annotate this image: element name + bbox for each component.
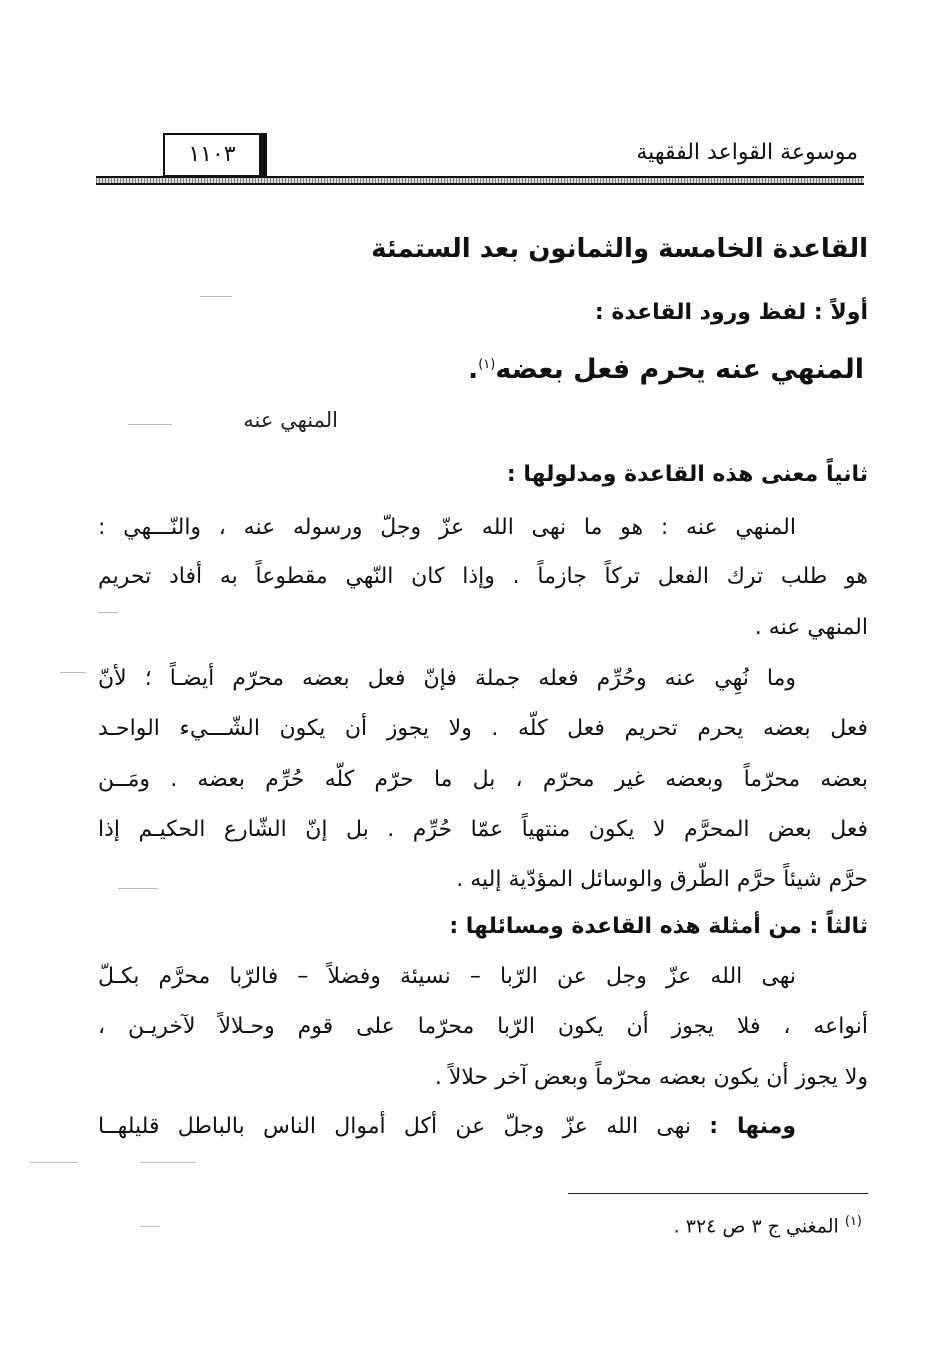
running-header-title: موسوعة القواعد الفقهية xyxy=(636,140,858,165)
scan-speck xyxy=(140,1226,160,1227)
rule-end: . xyxy=(467,354,479,385)
scan-speck xyxy=(60,672,86,673)
part2-line-3: المنهي عنه . xyxy=(754,615,868,640)
scan-speck xyxy=(98,612,118,613)
part2-line-6: بعضه محرّماً وبعضه غير محرّم ، بل ما حرّم كلّه حُرِّم بعضه . ومَــن xyxy=(98,767,868,792)
footnote-ref: (١) xyxy=(478,357,496,372)
header-divider xyxy=(96,176,864,185)
scan-speck xyxy=(140,1162,196,1163)
part2-line-2: هو طلب ترك الفعل تركاً جازماً . وإذا كان النّهي مقطوعاً به أفاد تحريم xyxy=(98,564,868,589)
scan-speck xyxy=(30,1162,78,1163)
handwritten-note: المنهي عنه xyxy=(243,408,338,432)
part3-line-2: أنواعه ، فلا يجوز أن يكون الرّبا محرّما على قوم وحـلالاً لآخريـن ، xyxy=(98,1014,868,1039)
part3-heading: ثالثاً : من أمثلة هذه القاعدة ومسائلها : xyxy=(449,914,868,939)
scan-speck xyxy=(128,424,172,425)
footnote xyxy=(674,1214,862,1237)
part2-line-4: وما نُهِي عنه وحُرِّم فعله جملة فإنّ فعل بعضه محرّم أيضـاً ؛ لأنّ xyxy=(98,666,796,691)
part2-line-7: فعل بعض المحرَّم لا يكون منتهياً عمّا حُرِّم . بل إنّ الشّارع الحكيـم إذا xyxy=(98,817,868,842)
part2-line-1: المنهي عنه : هو ما نهى الله عزّ وجلّ ورسوله عنه ، والنّـــهي : xyxy=(98,515,796,540)
part2-line-8: حرَّم شيئاً حرَّم الطّرق والوسائل المؤدّية إليه . xyxy=(456,867,868,892)
example-lead: ومنها : xyxy=(709,1114,796,1139)
part2-heading: ثانياً معنى هذه القاعدة ومدلولها : xyxy=(506,462,868,487)
section-title: القاعدة الخامسة والثمانون بعد الستمئة xyxy=(371,234,868,264)
part3-line-3: ولا يجوز أن يكون بعضه محرّماً وبعض آخر حلالاً . xyxy=(434,1065,868,1090)
footnote-divider xyxy=(568,1193,868,1194)
scan-speck xyxy=(200,296,232,297)
part3-line-4 xyxy=(98,1114,796,1139)
rule-statement xyxy=(468,354,864,385)
part3-line-1: نهى الله عزّ وجل عن الرّبا – نسيئة وفضلاً – فالرّبا محرَّم بكـلّ xyxy=(98,964,796,989)
part1-heading: أولاً : لفظ ورود القاعدة : xyxy=(594,300,868,325)
page-number: ١١٠٣ xyxy=(163,133,267,177)
part2-line-5: فعل بعضه يحرم تحريم فعل كلّه . ولا يجوز أن يكون الشّـــيء الواحـد xyxy=(98,716,868,741)
rule-text: المنهي عنه يحرم فعل بعضه xyxy=(495,354,864,385)
example-text: نهى الله عزّ وجلّ عن أكل أموال الناس بالباطل قليلهــا xyxy=(98,1114,691,1139)
footnote-text: المغني ج ٣ ص ٣٢٤ . xyxy=(673,1215,839,1238)
footnote-number: (١) xyxy=(844,1214,862,1229)
scan-speck xyxy=(118,888,158,889)
